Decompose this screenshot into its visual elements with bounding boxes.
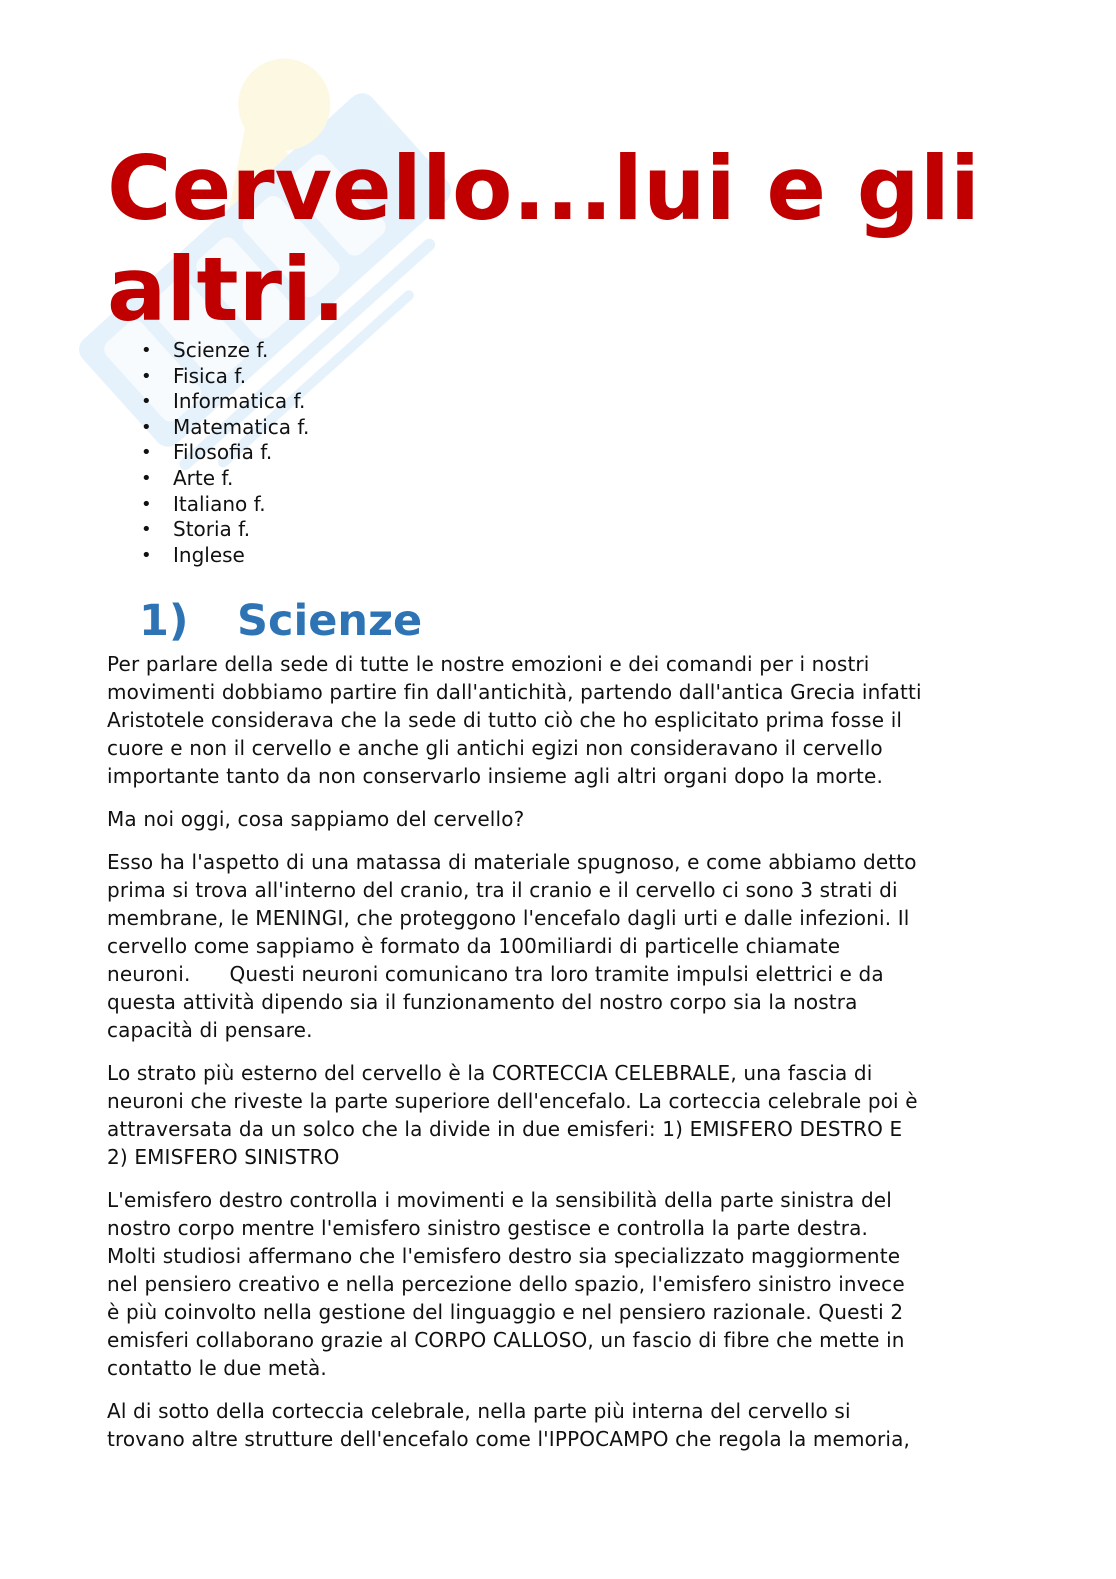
list-item-label: Inglese <box>173 542 245 567</box>
text-line: questa attività dipendo sia il funzionamento del nostro corpo sia la nostra <box>107 990 858 1014</box>
text-line: Molti studiosi affermano che l'emisfero destro sia specializzato maggiormente <box>107 1244 901 1268</box>
list-item <box>107 492 309 518</box>
list-item-label: Arte f. <box>173 465 234 490</box>
list-item <box>107 389 309 415</box>
text-line: importante tanto da non conservarlo insieme agli altri organi dopo la morte. <box>107 764 884 788</box>
bullet-icon: • <box>141 365 152 387</box>
bullet-icon: • <box>141 519 152 541</box>
text-line: attraversata da un solco che la divide in due emisferi: 1) EMISFERO DESTRO E <box>107 1117 903 1141</box>
text-line: neuroni. Questi neuroni comunicano tra loro tramite impulsi elettrici e da <box>107 962 884 986</box>
section-number: 1) <box>139 596 189 646</box>
bullet-icon: • <box>141 442 152 464</box>
paragraph <box>107 848 1007 1044</box>
text-line: L'emisfero destro controlla i movimenti e la sensibilità della parte sinistra del <box>107 1188 892 1212</box>
title-line: altri. <box>107 238 346 341</box>
section-body <box>107 650 1007 1468</box>
paragraph <box>107 650 1007 790</box>
text-line: Per parlare della sede di tutte le nostre emozioni e dei comandi per i nostri <box>107 652 870 676</box>
paragraph <box>107 1397 1007 1453</box>
section-title: Scienze <box>237 596 423 646</box>
list-item-label: Matematica f. <box>173 414 310 439</box>
list-item <box>107 338 309 364</box>
text-line: cuore e non il cervello e anche gli antichi egizi non consideravano il cervello <box>107 736 883 760</box>
bullet-icon: • <box>141 340 152 361</box>
bullet-icon: • <box>141 544 152 566</box>
text-line: Lo strato più esterno del cervello è la CORTECCIA CELEBRALE, una fascia di <box>107 1061 873 1085</box>
list-item <box>107 517 309 543</box>
list-item-label: Storia f. <box>173 517 251 542</box>
document-title <box>107 138 1007 340</box>
list-item-label: Italiano f. <box>173 491 266 516</box>
list-item-label: Fisica f. <box>173 363 247 388</box>
list-item <box>107 440 309 466</box>
text-line: nostro corpo mentre l'emisfero sinistro gestisce e controlla la parte destra. <box>107 1216 868 1240</box>
text-line: 2) EMISFERO SINISTRO <box>107 1145 340 1169</box>
text-line: trovano altre strutture dell'encefalo come l'IPPOCAMPO che regola la memoria, <box>107 1427 911 1451</box>
list-item-label: Scienze f. <box>173 338 269 362</box>
text-line: Aristotele considerava che la sede di tutto ciò che ho esplicitato prima fosse il <box>107 708 903 732</box>
text-line: emisferi collaborano grazie al CORPO CALLOSO, un fascio di fibre che mette in <box>107 1328 905 1352</box>
list-item <box>107 543 309 569</box>
text-line: Al di sotto della corteccia celebrale, nella parte più interna del cervello si <box>107 1399 851 1423</box>
text-line: capacità di pensare. <box>107 1018 313 1042</box>
list-item-label: Informatica f. <box>173 389 306 414</box>
text-line: contatto le due metà. <box>107 1356 327 1380</box>
paragraph <box>107 1059 1007 1171</box>
paragraph <box>107 805 1007 833</box>
paragraph <box>107 1186 1007 1382</box>
bullet-icon: • <box>141 467 152 489</box>
text-line: è più coinvolto nella gestione del linguaggio e nel pensiero razionale. Questi 2 <box>107 1300 904 1324</box>
title-line: Cervello...lui e gli <box>107 137 981 240</box>
section-heading <box>139 596 422 646</box>
bullet-icon: • <box>141 391 152 413</box>
subjects-list <box>107 338 309 568</box>
text-line: nel pensiero creativo e nella percezione dello spazio, l'emisfero sinistro invece <box>107 1272 905 1296</box>
list-item <box>107 415 309 441</box>
text-line: cervello come sappiamo è formato da 100miliardi di particelle chiamate <box>107 934 841 958</box>
list-item <box>107 466 309 492</box>
text-line: movimenti dobbiamo partire fin dall'antichità, partendo dall'antica Grecia infatti <box>107 680 922 704</box>
bullet-icon: • <box>141 416 152 438</box>
text-line: prima si trova all'interno del cranio, tra il cranio e il cervello ci sono 3 strati di <box>107 878 898 902</box>
text-line: Esso ha l'aspetto di una matassa di materiale spugnoso, e come abbiamo detto <box>107 850 917 874</box>
list-item <box>107 364 309 390</box>
list-item-label: Filosofia f. <box>173 440 273 465</box>
text-line: membrane, le MENINGI, che proteggono l'encefalo dagli urti e dalle infezioni. Il <box>107 906 910 930</box>
text-line: neuroni che riveste la parte superiore dell'encefalo. La corteccia celebrale poi è <box>107 1089 918 1113</box>
text-line: Ma noi oggi, cosa sappiamo del cervello? <box>107 807 525 831</box>
bullet-icon: • <box>141 493 152 515</box>
